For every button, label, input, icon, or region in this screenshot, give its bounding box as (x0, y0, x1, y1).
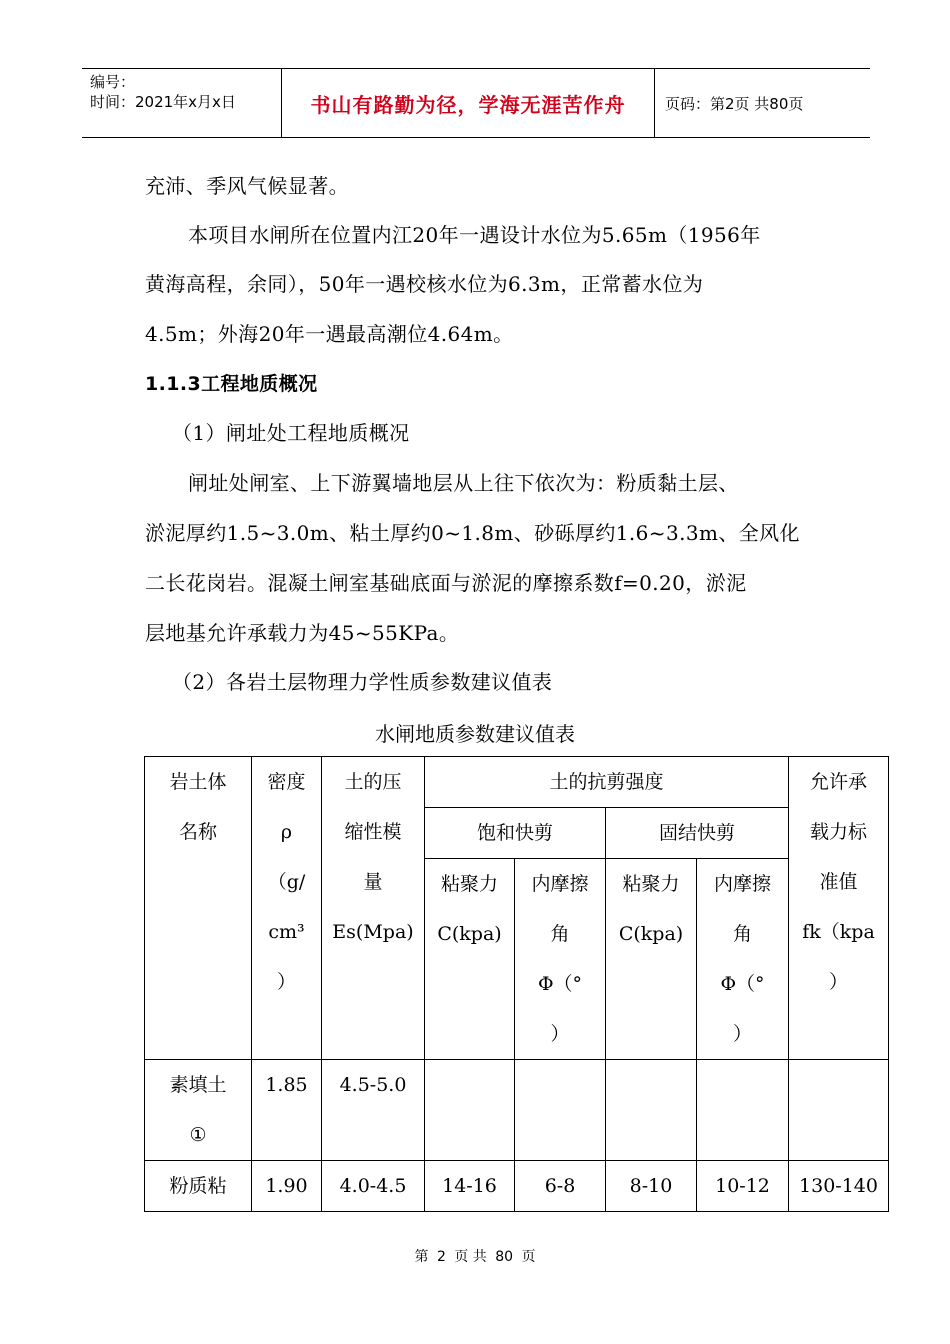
header-page-info: 页码：第2页 共80页 (665, 94, 804, 113)
table-title: 水闸地质参数建议值表 (375, 722, 575, 746)
cell-cohesion-1 (425, 1060, 515, 1161)
header-friction-1: 内摩擦 角 Φ（° ） (515, 859, 606, 1060)
header-cohesion-1: 粘聚力 C(kpa) (425, 859, 515, 1060)
table-row (145, 1060, 889, 1161)
header-number-label: 编号： (90, 73, 136, 91)
cell-modulus: 4.5-5.0 (322, 1060, 425, 1161)
footer-page-number: 2 (436, 1249, 446, 1265)
cell-cohesion-2: 8-10 (606, 1161, 697, 1212)
body-line-3: 黄海高程，余同），50年一遇校核水位为6.3m，正常蓄水位为 (145, 272, 704, 296)
cell-friction-1 (515, 1060, 606, 1161)
subsection-1: （1）闸址处工程地质概况 (172, 421, 410, 445)
cell-cohesion-1: 14-16 (425, 1161, 515, 1212)
cell-bearing: 130-140 (789, 1161, 889, 1212)
body-line-5: 闸址处闸室、上下游翼墙地层从上往下依次为：粉质黏土层、 (188, 471, 739, 495)
header-saturated-quick-shear: 饱和快剪 (425, 808, 606, 859)
geology-parameter-table (144, 756, 889, 1212)
header-cohesion-2: 粘聚力 C(kpa) (606, 859, 697, 1060)
footer-suffix: 页 (521, 1249, 536, 1265)
cell-cohesion-2 (606, 1060, 697, 1161)
header-bearing: 允许承 载力标 准值 fk（kpa ） (789, 757, 889, 1060)
cell-name: 素填土 ① (145, 1060, 252, 1161)
cell-friction-1: 6-8 (515, 1161, 606, 1212)
header-name: 岩土体 名称 (145, 757, 252, 1060)
footer-mid: 页 共 (454, 1249, 487, 1265)
cell-bearing (789, 1060, 889, 1161)
body-line-6: 淤泥厚约1.5~3.0m、粘土厚约0~1.8m、砂砾厚约1.6~3.3m、全风化 (145, 521, 800, 545)
header-density: 密度 ρ （g/ cm³ ） (252, 757, 322, 1060)
page-header (82, 68, 870, 138)
footer-prefix: 第 (414, 1249, 429, 1265)
cell-density: 1.85 (252, 1060, 322, 1161)
header-time-label: 时间：2021年x月x日 (90, 93, 236, 111)
body-line-1: 充沛、季风气候显著。 (145, 174, 349, 198)
header-friction-2: 内摩擦 角 Φ（° ） (697, 859, 789, 1060)
cell-density: 1.90 (252, 1161, 322, 1212)
cell-modulus: 4.0-4.5 (322, 1161, 425, 1212)
cell-name: 粉质粘 (145, 1161, 252, 1212)
cell-friction-2 (697, 1060, 789, 1161)
header-modulus: 土的压 缩性模 量 Es(Mpa) (322, 757, 425, 1060)
page-footer (0, 1246, 950, 1266)
table-row (145, 1161, 889, 1212)
section-heading: 1.1.3工程地质概况 (145, 373, 318, 395)
footer-total-pages: 80 (495, 1249, 514, 1265)
header-shear-strength: 土的抗剪强度 (425, 757, 789, 808)
body-line-4: 4.5m；外海20年一遇最高潮位4.64m。 (145, 322, 514, 346)
header-motto: 书山有路勤为径，学海无涯苦作舟 (282, 69, 655, 137)
header-meta (82, 69, 282, 137)
body-line-8: 层地基允许承载力为45~55KPa。 (145, 621, 460, 645)
body-line-2: 本项目水闸所在位置内江20年一遇设计水位为5.65m（1956年 (188, 223, 761, 247)
header-consolidated-quick-shear: 固结快剪 (606, 808, 789, 859)
cell-friction-2: 10-12 (697, 1161, 789, 1212)
subsection-2: （2）各岩土层物理力学性质参数建议值表 (172, 670, 553, 694)
body-line-7: 二长花岗岩。混凝土闸室基础底面与淤泥的摩擦系数f=0.20，淤泥 (145, 571, 747, 595)
